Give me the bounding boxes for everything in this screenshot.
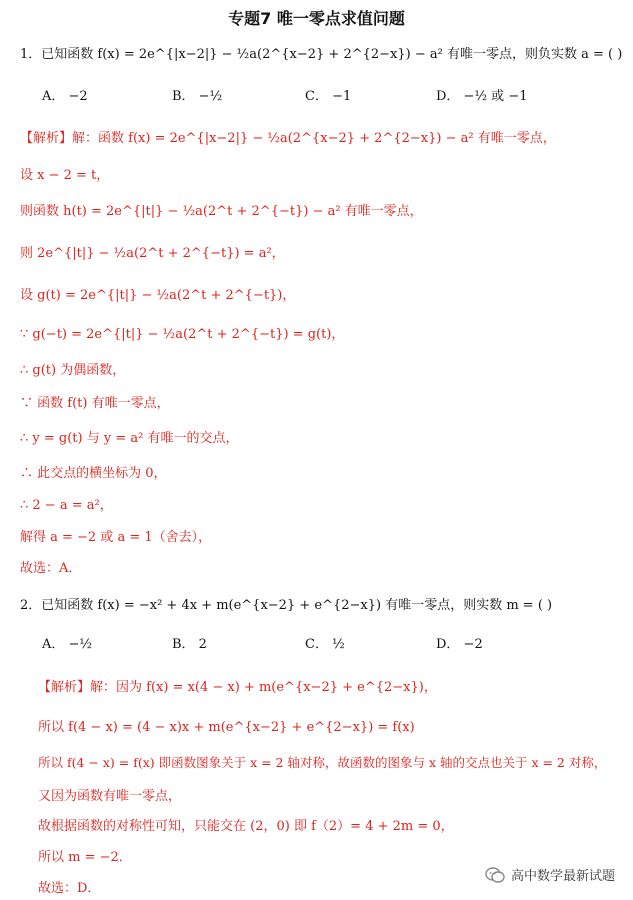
q1-solution-line: 【解析】解：函数 f(x) = 2e^{|x−2|} − ½a(2^{x−2} + 2^{2−x}) − a² 有唯一零点， <box>20 131 556 146</box>
q1-solution-line: 设 x − 2 = t， <box>20 168 110 183</box>
q1-solution-line: ∴ 2 − a = a²， <box>20 498 113 513</box>
watermark <box>485 865 615 884</box>
question-1-stem: 1．已知函数 f(x) = 2e^{|x−2|} − ½a(2^{x−2} + 2^{2−x}) − a² 有唯一零点，则负实数 a = ( ) <box>20 47 623 62</box>
q1-solution-line: ∴ y = g(t) 与 y = a² 有唯一的交点， <box>20 431 239 446</box>
q1-answer-line: 故选：A． <box>20 561 82 576</box>
question-2-stem: 2．已知函数 f(x) = −x² + 4x + m(e^{x−2} + e^{2−x}) 有唯一零点，则实数 m = ( ) <box>20 598 553 613</box>
q1-option-c: C． −1 <box>305 89 352 104</box>
q1-option-d: D． −½ 或 −1 <box>436 89 528 104</box>
q2-option-a: A． −½ <box>42 637 93 652</box>
q2-option-d: D． −2 <box>436 637 483 652</box>
q1-solution-line: ∵ g(−t) = 2e^{|t|} − ½a(2^t + 2^{−t}) = g(t)， <box>20 327 345 342</box>
q2-solution-line: 所以 f(4 − x) = (4 − x)x + m(e^{x−2} + e^{2−x}) = f(x) <box>38 720 415 735</box>
q2-solution-line: 【解析】解：因为 f(x) = x(4 − x) + m(e^{x−2} + e^{2−x})， <box>38 680 437 695</box>
wechat-icon <box>485 867 505 883</box>
watermark-text: 高中数学最新试题 <box>510 869 615 884</box>
q2-option-c: C． ½ <box>305 637 345 652</box>
q2-solution-line: 又因为函数有唯一零点， <box>38 789 182 804</box>
q1-option-b: B． −½ <box>172 89 223 104</box>
q2-solution-line: 所以 m = −2． <box>38 850 132 865</box>
q2-option-b: B． 2 <box>172 637 207 652</box>
q1-solution-line: ∴ 此交点的横坐标为 0， <box>20 466 167 481</box>
q1-solution-line: 设 g(t) = 2e^{|t|} − ½a(2^t + 2^{−t})， <box>20 288 296 303</box>
q2-solution-line: 所以 f(4 − x) = f(x) 即函数图象关于 x = 2 轴对称，故函数的图象与 x 轴的交点也关于 x = 2 对称， <box>38 755 607 770</box>
q1-option-a: A． −2 <box>42 89 88 104</box>
q1-solution-line: 则 2e^{|t|} − ½a(2^t + 2^{−t}) = a²， <box>20 246 285 261</box>
q1-solution-line: ∵ 函数 f(t) 有唯一零点， <box>20 396 170 411</box>
q2-answer-line: 故选：D． <box>38 881 101 896</box>
q1-solution-line: ∴ g(t) 为偶函数， <box>20 363 126 378</box>
q1-solution-line: 则函数 h(t) = 2e^{|t|} − ½a(2^t + 2^{−t}) − a² 有唯一零点， <box>20 204 423 219</box>
q1-solution-line: 解得 a = −2 或 a = 1（舍去）， <box>20 530 212 545</box>
q2-solution-line: 故根据函数的对称性可知，只能交在 (2，0) 即 f（2）= 4 + 2m = 0， <box>38 819 454 834</box>
page-title: 专题7 唯一零点求值问题 <box>228 9 405 28</box>
